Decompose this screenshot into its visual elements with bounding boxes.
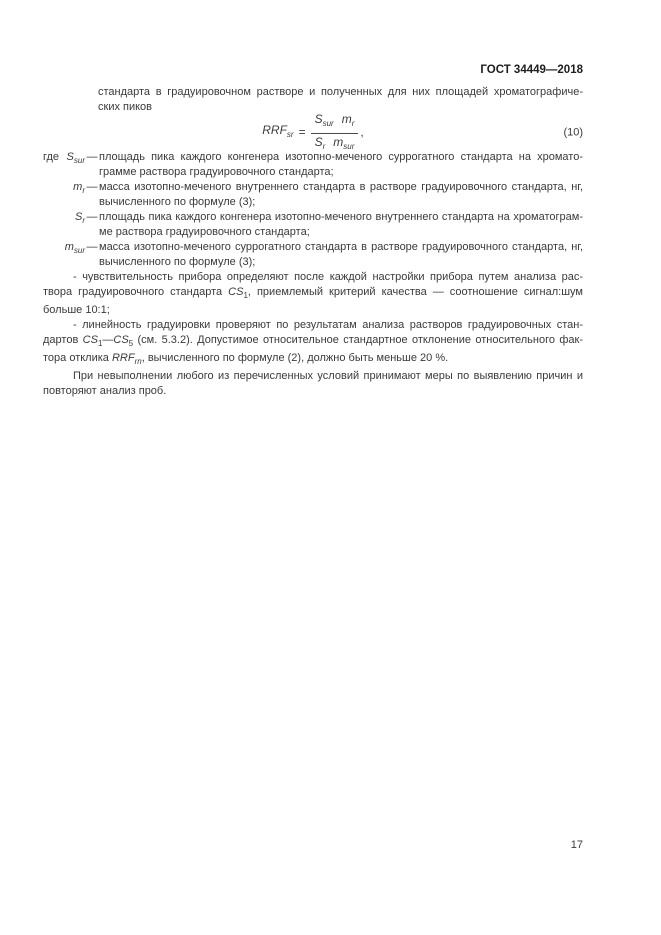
definition-text [99,240,583,270]
variable-subscript: sur [343,141,355,151]
text-run: вычисленного по формуле (3); [99,256,256,268]
text-run: дартов [43,334,83,346]
text-run: масса изотопно-меченого внутреннего стандарта в растворе градуировочного стандарта, нг, [99,181,583,193]
definition-row [43,210,583,240]
equation-block [43,111,583,151]
intro-paragraph [98,85,583,115]
text-run: - чувствительность прибора определяют после каждой настройки прибора путем анализа рас- [73,271,583,283]
body-paragraphs [43,270,583,399]
definition-term [43,210,85,240]
variable-base: m [64,241,74,253]
definition-term [43,240,85,270]
text-run: ме раствора градуировочного стандарта; [99,226,310,238]
variable-subscript: r [82,216,85,225]
definition-variable [75,210,85,240]
text-run: грамме раствора градуировочного стандарта; [99,166,334,178]
equation [262,112,364,154]
body-paragraph [43,270,583,318]
definition-term [43,150,85,180]
definition-row [43,180,583,210]
equals-sign: = [298,125,306,139]
definitions-list [43,150,583,270]
definition-variable [73,180,85,210]
fraction-numerator [311,112,359,134]
page-number: 17 [570,839,583,851]
text-run: площадь пика каждого конгенера изотопно-меченого внутреннего стандарта на хроматограм- [99,211,583,223]
text-run: повторяют анализ проб. [43,385,167,397]
text-line [43,369,583,384]
text-line [99,225,583,240]
text-run: вычисленного по формуле (3); [99,196,256,208]
formula-factor [315,112,334,126]
definition-term [43,180,85,210]
definition-dash: — [86,241,98,253]
definition-variable [65,240,85,270]
variable-subscript: r [82,186,85,195]
text-line [43,333,583,351]
variable-subscript: sur [73,246,85,255]
text-line [43,318,583,333]
text-run: RRF [111,352,135,364]
formula-factor [315,135,326,149]
definition-dash: — [86,181,98,193]
text-run: CS [228,286,244,298]
formula-factor [333,135,354,149]
text-line [99,165,583,180]
equation-lhs: $RRF_{sr}$ [262,123,294,139]
text-line [99,210,583,225]
text-run: тора отклика [43,352,112,364]
equation-comma: , [360,125,364,139]
fraction [311,112,359,154]
text-line [98,85,583,100]
variable-base: S [314,134,323,149]
text-run: больше 10:1; [43,304,110,316]
text-run: CS [113,334,129,346]
page-content [43,63,583,399]
body-paragraph [43,318,583,369]
definition-row [43,240,583,270]
variable-base: m [333,134,344,149]
definition-row [43,150,583,180]
formula-factor [342,112,355,126]
text-run: , вычисленного по формуле (2), должно быть меньше 20 %. [141,352,449,364]
text-run: 1 [243,291,248,300]
text-line [99,255,583,270]
variable-subscript: r [322,141,326,151]
text-run: площадь пика каждого конгенера изотопно-меченого суррогатного стандарта на хромато- [99,151,583,163]
where-label: где [43,151,60,163]
text-run: 1 [97,339,103,348]
variable-base: S [314,111,323,126]
variable-base: S [74,211,83,223]
text-line [43,270,583,285]
text-run: 5 [128,339,134,348]
variable-subscript: sur [322,118,334,128]
text-line [99,195,583,210]
variable-base: S [66,151,74,163]
fraction-denominator [311,134,359,154]
definition-text [99,210,583,240]
text-run: стандарта в градуировочном растворе и полученных для них площадей хроматографиче- [98,86,583,98]
definition-dash: — [86,211,98,223]
text-line [99,180,583,195]
text-run: — [102,334,114,346]
variable-subscript: sur [73,156,85,165]
standard-number: ГОСТ 34449—2018 [480,64,583,76]
variable-subscript: r [351,118,355,128]
variable-base: m [341,111,352,126]
definition-text [99,180,583,210]
text-run: (см. 5.3.2). Допустимое относительное стандартное отклонение относительного фак- [133,334,583,346]
text-run: CS [82,334,98,346]
text-run: - линейность градуировки проверяют по результатам анализа растворов градуировочных стан- [73,319,583,331]
text-run: масса изотопно-меченого суррогатного стандарта в растворе градуировочного стандарта, нг, [99,241,583,253]
text-run: ских пиков [98,101,153,113]
definition-variable [67,150,85,180]
definition-text [99,150,583,180]
equation-number: (10) [563,126,583,138]
text-line [43,303,583,318]
text-run: rn [134,357,142,366]
text-line [43,384,583,399]
text-run: При невыполнении любого из перечисленных условий принимают меры по выявлению причин и [73,370,583,382]
text-run: , приемлемый критерий качества — соотношение сигнал:шум [247,286,583,298]
text-line [43,351,583,369]
text-line [43,285,583,303]
text-run: твора градуировочного стандарта [43,286,229,298]
definition-dash: — [86,151,98,163]
text-line [99,240,583,255]
variable-base: m [73,181,83,193]
body-paragraph [43,369,583,399]
